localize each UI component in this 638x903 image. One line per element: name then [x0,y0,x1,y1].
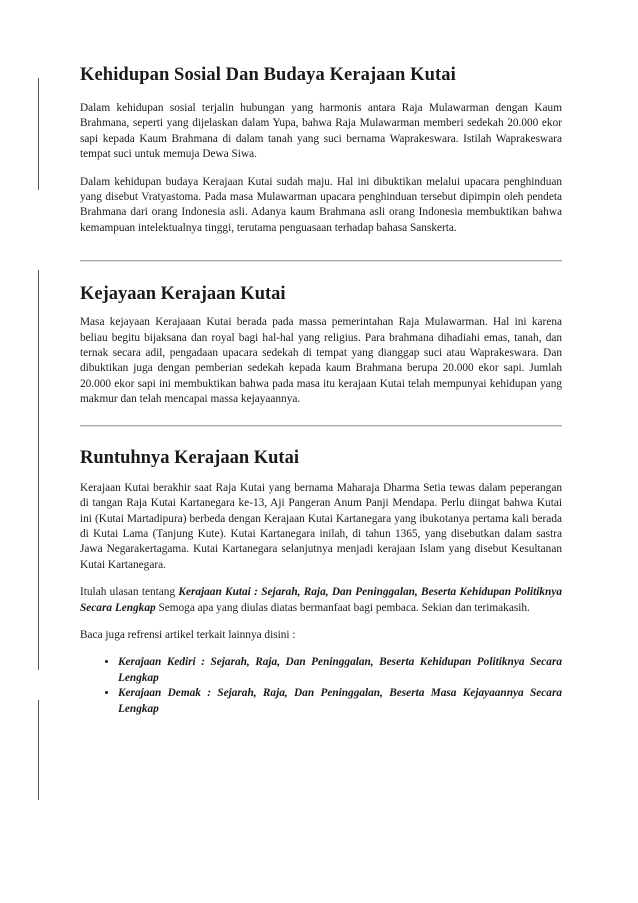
related-intro: Baca juga refrensi artikel terkait lainnya disini : [80,628,296,641]
paragraph-budaya: Dalam kehidupan budaya Kerajaan Kutai sudah maju. Hal ini dibuktikan melalui upacara penghinduan yang disebut Vratyastoma. Pada masa Mulawarman upacara penghinduan tersebut dipimpin oleh pendeta Brahmana dari orang Indonesia asli. Adanya kaum Brahmana asli orang Indonesia membuktikan bahwa kemampuan intelektualnya tinggi, terutama penguasaan terhadap bahasa Sanskerta. [80,175,562,234]
section-divider [80,425,562,427]
section-title-kejayaan: Kejayaan Kerajaan Kutai [80,284,286,305]
section-title-sosial-budaya: Kehidupan Sosial Dan Budaya Kerajaan Kutai [80,65,456,85]
paragraph-sosial: Dalam kehidupan sosial terjalin hubungan yang harmonis antara Raja Mulawarman dengan Kaum Brahmana, seperti yang dijelaskan dalam Yupa, bahwa Raja Mulawarman memberi sedekah 20.000 ekor sapi kepada Kaum Brahmana di dalam tanah yang suci bernama Waprakeswara. Istilah Waprakeswara tempat suci untuk memuja Dewa Siwa. [80,102,562,161]
closing-paragraph [80,585,562,616]
article-title: Kerajaan Kutai : Sejarah, Raja, Dan Peninggalan, Beserta Kehidupan Politiknya Secara Lengkap [80,586,562,614]
margin-rule-bottom [38,700,39,800]
section-title-runtuhnya: Runtuhnya Kerajaan Kutai [80,447,299,468]
paragraph-kejayaan: Masa kejayaan Kerajaaan Kutai berada pada massa pemerintahan Raja Mulawarman. Hal ini karena beliau begitu bijaksana dan royal bagi hal-hal yang religius. Para brahmana dihadiahi emas, tanah, dan ternak secara adil, pengadaan upacara sedekah di tempat yang dianggap suci atau Waprakeswara. Dan dibuktikan juga dengan pemberian sedekah kepada kaum Brahmana berupa 20.000 ekor sapi. Jumlah 20.000 ekor sapi ini membuktikan bahwa pada masa itu kerajaan Kutai telah mempunyai kehidupan yang makmur dan telah mencapai massa kejayaannya. [80,316,562,406]
document-page [80,60,562,717]
closing-suffix: Semoga apa yang diulas diatas bermanfaat bagi pembaca. Sekian dan terimakasih. [155,601,530,614]
margin-rule-top [38,78,39,190]
margin-rule-middle [38,270,39,670]
related-link-demak[interactable]: • Kerajaan Demak : Sejarah, Raja, Dan Peninggalan, Beserta Masa Kejayaannya Secara Lengkap [118,686,562,717]
paragraph-runtuhnya: Kerajaan Kutai berakhir saat Raja Kutai yang bernama Maharaja Dharma Setia tewas dalam peperangan di tangan Raja Kutai Kartanegara ke-13, Aji Pangeran Anum Panji Mendapa. Perlu diingat bahwa Kutai ini (Kutai Martadipura) berbeda dengan Kerajaan Kutai Kartanegara yang ibukotanya pertama kali berada di Kutai Lama (Tanjung Kute). Kutai Kartanegara inilah, di tahun 1365, yang disebutkan dalam sastra Jawa Negarakertagama. Kutai Kartanegara selanjutnya menjadi kerajaan Islam yang disebut Kesultanan Kutai Kartanegara. [80,481,562,571]
related-link-kediri[interactable]: • Kerajaan Kediri : Sejarah, Raja, Dan Peninggalan, Beserta Kehidupan Politiknya Secara Lengkap [118,655,562,686]
related-list [80,655,562,717]
closing-prefix: Itulah ulasan tentang [80,586,179,599]
section-divider [80,260,562,262]
